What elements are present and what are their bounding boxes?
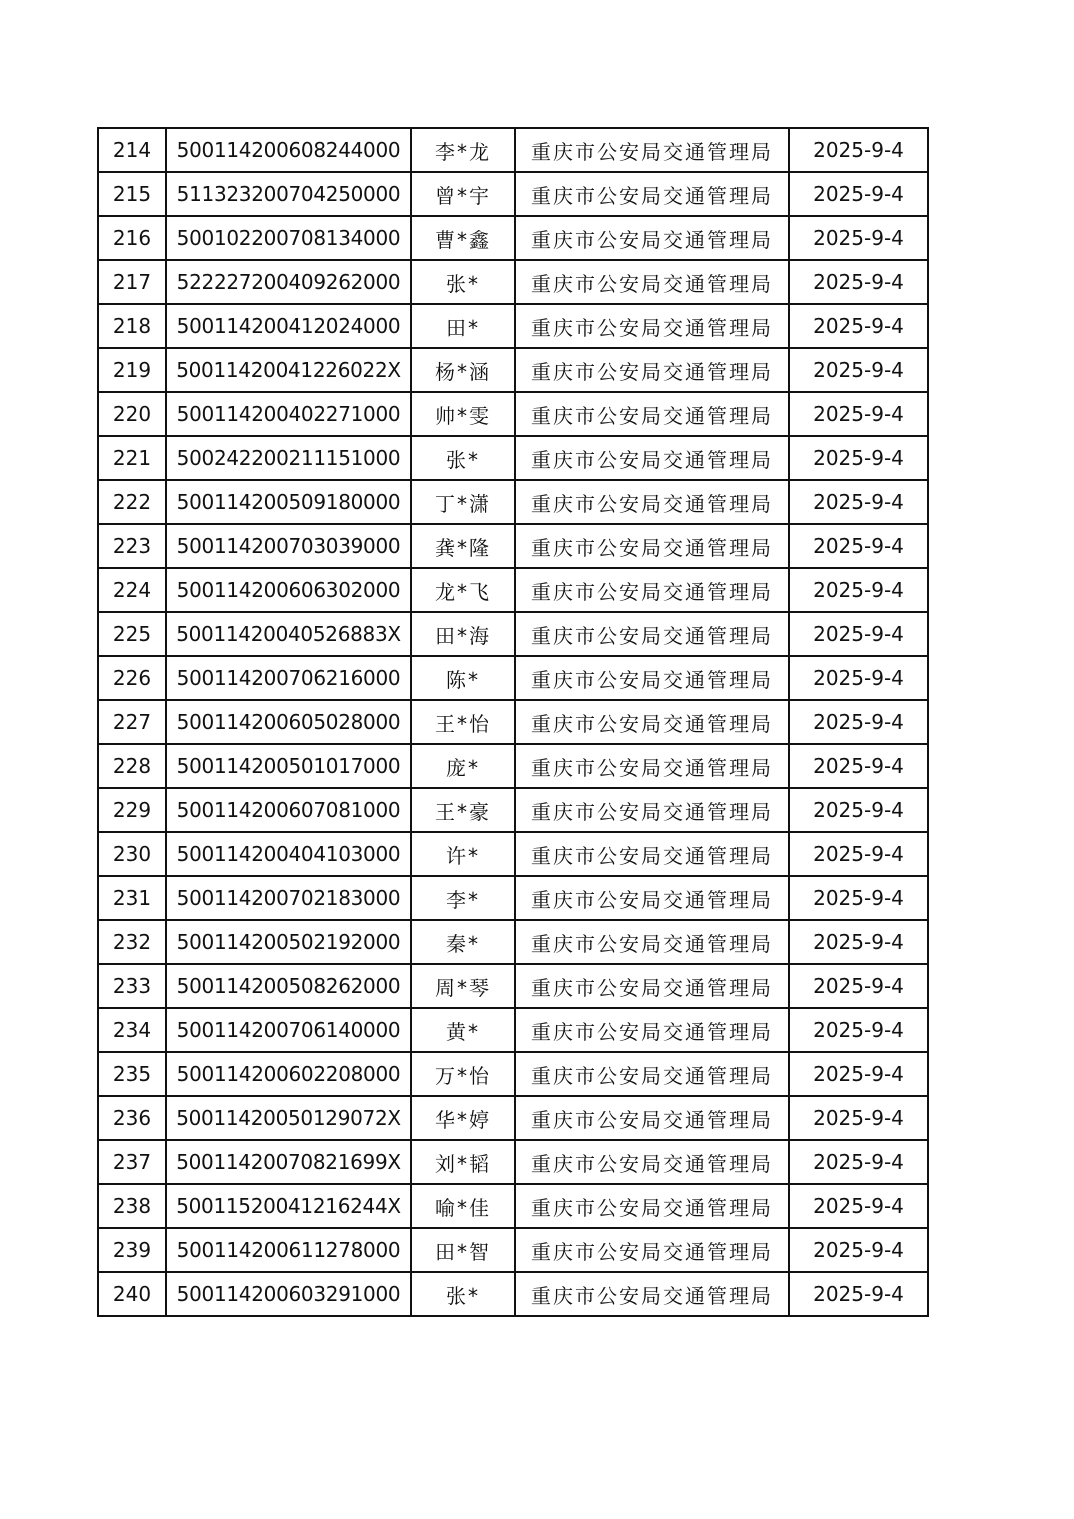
row-number-cell: 240 xyxy=(98,1272,166,1316)
id-number-cell: 500102200708134000 xyxy=(166,216,411,260)
records-table xyxy=(97,127,929,1317)
row-number-cell: 228 xyxy=(98,744,166,788)
row-number-cell: 215 xyxy=(98,172,166,216)
name-cell: 李* xyxy=(411,876,515,920)
name-cell: 张* xyxy=(411,260,515,304)
date-cell: 2025-9-4 xyxy=(789,524,928,568)
date-cell: 2025-9-4 xyxy=(789,876,928,920)
name-cell: 王*怡 xyxy=(411,700,515,744)
id-number-cell: 500114200608244000 xyxy=(166,128,411,172)
issuing-authority-cell: 重庆市公安局交通管理局 xyxy=(515,216,789,260)
table-row xyxy=(98,920,928,964)
id-number-cell: 500114200607081000 xyxy=(166,788,411,832)
row-number-cell: 222 xyxy=(98,480,166,524)
id-number-cell: 500114200611278000 xyxy=(166,1228,411,1272)
table-row xyxy=(98,1140,928,1184)
id-number-cell: 500114200703039000 xyxy=(166,524,411,568)
id-number-cell: 500114200502192000 xyxy=(166,920,411,964)
id-number-cell: 500114200508262000 xyxy=(166,964,411,1008)
date-cell: 2025-9-4 xyxy=(789,304,928,348)
row-number-cell: 225 xyxy=(98,612,166,656)
issuing-authority-cell: 重庆市公安局交通管理局 xyxy=(515,392,789,436)
name-cell: 李*龙 xyxy=(411,128,515,172)
name-cell: 秦* xyxy=(411,920,515,964)
id-number-cell: 500114200501017000 xyxy=(166,744,411,788)
issuing-authority-cell: 重庆市公安局交通管理局 xyxy=(515,1272,789,1316)
id-number-cell: 50011420040526883X xyxy=(166,612,411,656)
date-cell: 2025-9-4 xyxy=(789,480,928,524)
table-row xyxy=(98,524,928,568)
issuing-authority-cell: 重庆市公安局交通管理局 xyxy=(515,128,789,172)
table-row xyxy=(98,216,928,260)
date-cell: 2025-9-4 xyxy=(789,128,928,172)
date-cell: 2025-9-4 xyxy=(789,1228,928,1272)
name-cell: 张* xyxy=(411,1272,515,1316)
row-number-cell: 229 xyxy=(98,788,166,832)
row-number-cell: 227 xyxy=(98,700,166,744)
id-number-cell: 500114200402271000 xyxy=(166,392,411,436)
table-row xyxy=(98,172,928,216)
row-number-cell: 234 xyxy=(98,1008,166,1052)
date-cell: 2025-9-4 xyxy=(789,920,928,964)
issuing-authority-cell: 重庆市公安局交通管理局 xyxy=(515,744,789,788)
issuing-authority-cell: 重庆市公安局交通管理局 xyxy=(515,1096,789,1140)
id-number-cell: 500114200606302000 xyxy=(166,568,411,612)
date-cell: 2025-9-4 xyxy=(789,172,928,216)
table-row xyxy=(98,876,928,920)
name-cell: 曾*宇 xyxy=(411,172,515,216)
issuing-authority-cell: 重庆市公安局交通管理局 xyxy=(515,788,789,832)
name-cell: 丁*潇 xyxy=(411,480,515,524)
name-cell: 田* xyxy=(411,304,515,348)
row-number-cell: 219 xyxy=(98,348,166,392)
issuing-authority-cell: 重庆市公安局交通管理局 xyxy=(515,568,789,612)
date-cell: 2025-9-4 xyxy=(789,612,928,656)
row-number-cell: 216 xyxy=(98,216,166,260)
table-row xyxy=(98,304,928,348)
issuing-authority-cell: 重庆市公安局交通管理局 xyxy=(515,304,789,348)
date-cell: 2025-9-4 xyxy=(789,348,928,392)
issuing-authority-cell: 重庆市公安局交通管理局 xyxy=(515,1140,789,1184)
issuing-authority-cell: 重庆市公安局交通管理局 xyxy=(515,1008,789,1052)
id-number-cell: 50011420070821699X xyxy=(166,1140,411,1184)
id-number-cell: 500114200602208000 xyxy=(166,1052,411,1096)
id-number-cell: 500114200509180000 xyxy=(166,480,411,524)
table-row xyxy=(98,348,928,392)
id-number-cell: 500114200605028000 xyxy=(166,700,411,744)
issuing-authority-cell: 重庆市公安局交通管理局 xyxy=(515,348,789,392)
id-number-cell: 500114200706216000 xyxy=(166,656,411,700)
name-cell: 陈* xyxy=(411,656,515,700)
date-cell: 2025-9-4 xyxy=(789,1272,928,1316)
name-cell: 万*怡 xyxy=(411,1052,515,1096)
row-number-cell: 224 xyxy=(98,568,166,612)
table-row xyxy=(98,1052,928,1096)
table-row xyxy=(98,1272,928,1316)
date-cell: 2025-9-4 xyxy=(789,700,928,744)
issuing-authority-cell: 重庆市公安局交通管理局 xyxy=(515,656,789,700)
name-cell: 龚*隆 xyxy=(411,524,515,568)
row-number-cell: 217 xyxy=(98,260,166,304)
id-number-cell: 500114200706140000 xyxy=(166,1008,411,1052)
table-row xyxy=(98,612,928,656)
row-number-cell: 237 xyxy=(98,1140,166,1184)
date-cell: 2025-9-4 xyxy=(789,964,928,1008)
name-cell: 华*婷 xyxy=(411,1096,515,1140)
row-number-cell: 214 xyxy=(98,128,166,172)
row-number-cell: 226 xyxy=(98,656,166,700)
date-cell: 2025-9-4 xyxy=(789,1008,928,1052)
id-number-cell: 50011420041226022X xyxy=(166,348,411,392)
table-row xyxy=(98,260,928,304)
name-cell: 张* xyxy=(411,436,515,480)
row-number-cell: 238 xyxy=(98,1184,166,1228)
id-number-cell: 500114200412024000 xyxy=(166,304,411,348)
id-number-cell: 511323200704250000 xyxy=(166,172,411,216)
table-row xyxy=(98,1096,928,1140)
issuing-authority-cell: 重庆市公安局交通管理局 xyxy=(515,876,789,920)
name-cell: 杨*涵 xyxy=(411,348,515,392)
date-cell: 2025-9-4 xyxy=(789,1096,928,1140)
row-number-cell: 220 xyxy=(98,392,166,436)
table-row xyxy=(98,1008,928,1052)
date-cell: 2025-9-4 xyxy=(789,436,928,480)
table-row xyxy=(98,392,928,436)
row-number-cell: 236 xyxy=(98,1096,166,1140)
row-number-cell: 239 xyxy=(98,1228,166,1272)
name-cell: 庞* xyxy=(411,744,515,788)
issuing-authority-cell: 重庆市公安局交通管理局 xyxy=(515,172,789,216)
table-row xyxy=(98,700,928,744)
date-cell: 2025-9-4 xyxy=(789,1140,928,1184)
name-cell: 黄* xyxy=(411,1008,515,1052)
table-row xyxy=(98,436,928,480)
name-cell: 曹*鑫 xyxy=(411,216,515,260)
table-row xyxy=(98,964,928,1008)
row-number-cell: 235 xyxy=(98,1052,166,1096)
date-cell: 2025-9-4 xyxy=(789,788,928,832)
date-cell: 2025-9-4 xyxy=(789,656,928,700)
table-row xyxy=(98,744,928,788)
table-row xyxy=(98,1184,928,1228)
date-cell: 2025-9-4 xyxy=(789,568,928,612)
row-number-cell: 231 xyxy=(98,876,166,920)
issuing-authority-cell: 重庆市公安局交通管理局 xyxy=(515,1228,789,1272)
issuing-authority-cell: 重庆市公安局交通管理局 xyxy=(515,1052,789,1096)
issuing-authority-cell: 重庆市公安局交通管理局 xyxy=(515,612,789,656)
table-row xyxy=(98,128,928,172)
issuing-authority-cell: 重庆市公安局交通管理局 xyxy=(515,436,789,480)
date-cell: 2025-9-4 xyxy=(789,392,928,436)
name-cell: 田*智 xyxy=(411,1228,515,1272)
date-cell: 2025-9-4 xyxy=(789,744,928,788)
date-cell: 2025-9-4 xyxy=(789,216,928,260)
name-cell: 帅*雯 xyxy=(411,392,515,436)
issuing-authority-cell: 重庆市公安局交通管理局 xyxy=(515,964,789,1008)
name-cell: 喻*佳 xyxy=(411,1184,515,1228)
id-number-cell: 522227200409262000 xyxy=(166,260,411,304)
date-cell: 2025-9-4 xyxy=(789,1184,928,1228)
id-number-cell: 500242200211151000 xyxy=(166,436,411,480)
table-row xyxy=(98,480,928,524)
issuing-authority-cell: 重庆市公安局交通管理局 xyxy=(515,832,789,876)
issuing-authority-cell: 重庆市公安局交通管理局 xyxy=(515,524,789,568)
name-cell: 周*琴 xyxy=(411,964,515,1008)
issuing-authority-cell: 重庆市公安局交通管理局 xyxy=(515,480,789,524)
issuing-authority-cell: 重庆市公安局交通管理局 xyxy=(515,260,789,304)
name-cell: 刘*韬 xyxy=(411,1140,515,1184)
id-number-cell: 500114200404103000 xyxy=(166,832,411,876)
issuing-authority-cell: 重庆市公安局交通管理局 xyxy=(515,1184,789,1228)
row-number-cell: 218 xyxy=(98,304,166,348)
table-row xyxy=(98,656,928,700)
table-row xyxy=(98,1228,928,1272)
name-cell: 许* xyxy=(411,832,515,876)
records-table-body xyxy=(98,128,928,1316)
issuing-authority-cell: 重庆市公安局交通管理局 xyxy=(515,920,789,964)
table-row xyxy=(98,788,928,832)
date-cell: 2025-9-4 xyxy=(789,260,928,304)
id-number-cell: 50011420050129072X xyxy=(166,1096,411,1140)
row-number-cell: 232 xyxy=(98,920,166,964)
name-cell: 王*豪 xyxy=(411,788,515,832)
id-number-cell: 500114200603291000 xyxy=(166,1272,411,1316)
table-row xyxy=(98,832,928,876)
row-number-cell: 221 xyxy=(98,436,166,480)
row-number-cell: 233 xyxy=(98,964,166,1008)
date-cell: 2025-9-4 xyxy=(789,1052,928,1096)
row-number-cell: 223 xyxy=(98,524,166,568)
row-number-cell: 230 xyxy=(98,832,166,876)
issuing-authority-cell: 重庆市公安局交通管理局 xyxy=(515,700,789,744)
name-cell: 田*海 xyxy=(411,612,515,656)
id-number-cell: 50011520041216244X xyxy=(166,1184,411,1228)
name-cell: 龙*飞 xyxy=(411,568,515,612)
table-row xyxy=(98,568,928,612)
date-cell: 2025-9-4 xyxy=(789,832,928,876)
id-number-cell: 500114200702183000 xyxy=(166,876,411,920)
